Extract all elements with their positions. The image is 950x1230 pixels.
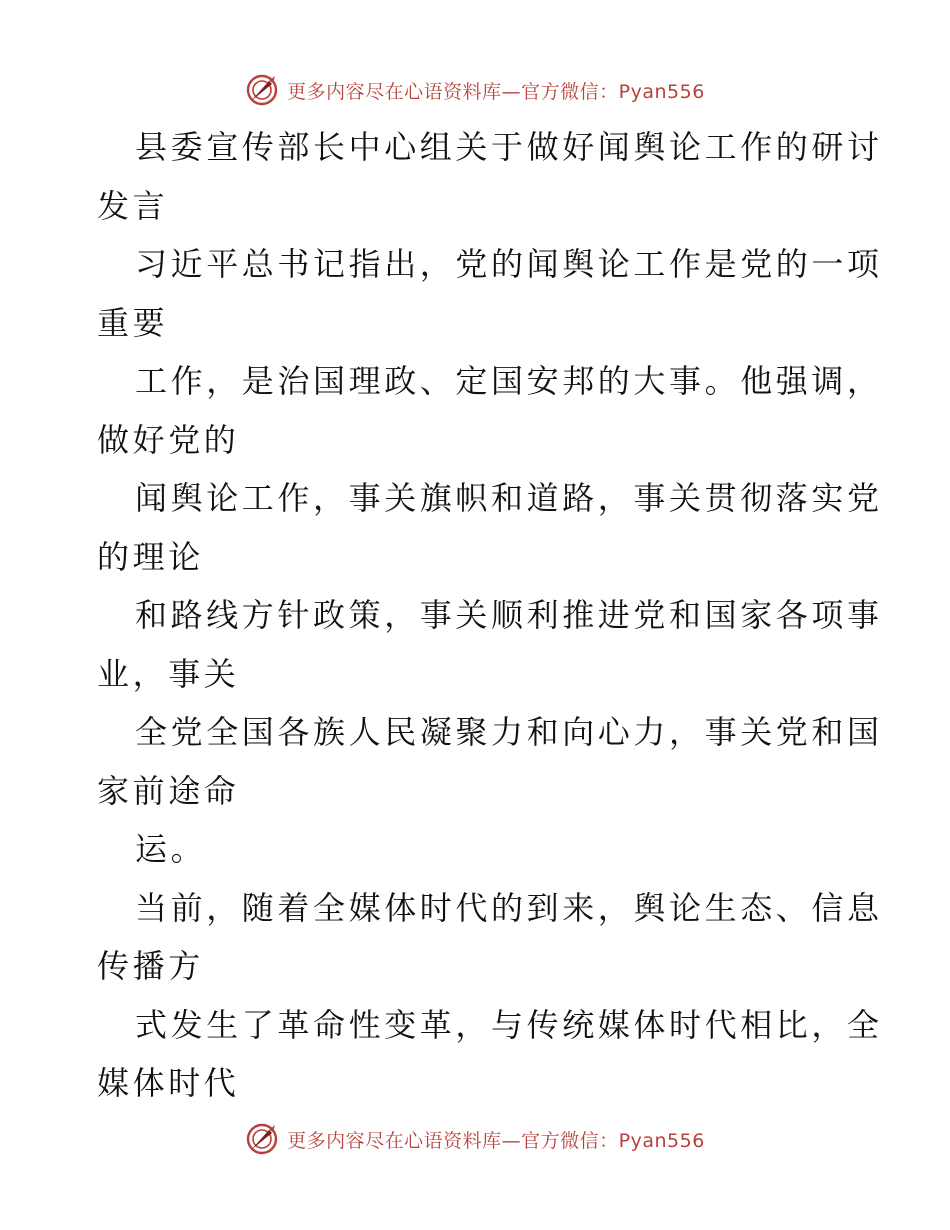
text-line: 传播方	[97, 947, 204, 985]
text-line: 家前途命	[97, 771, 240, 810]
text-line: 业，事关	[97, 654, 240, 693]
quill-logo-icon	[245, 1122, 279, 1156]
text-line: 媒体时代	[97, 1064, 240, 1102]
banner-text: 更多内容尽在心语资料库—官方微信：Pyan556	[287, 80, 705, 103]
document-body	[97, 118, 883, 1113]
text-line: 县委宣传部长中心组关于做好闻舆论工作的研讨	[135, 128, 883, 166]
text-line: 工作，是治国理政、定国安邦的大事。他强调，	[135, 362, 883, 400]
text-line: 式发生了革命性变革，与传统媒体时代相比，全	[135, 1005, 883, 1044]
text-line: 全党全国各族人民凝聚力和向心力，事关党和国	[135, 713, 883, 751]
text-line: 重要	[97, 303, 169, 342]
text-line: 和路线方针政策，事关顺利推进党和国家各项事	[135, 596, 883, 634]
text-line: 的理论	[97, 537, 204, 576]
text-line: 闻舆论工作，事关旗帜和道路，事关贯彻落实党	[135, 479, 883, 517]
quill-logo-icon	[245, 73, 279, 107]
text-line: 发言	[97, 186, 169, 225]
text-line: 运。	[135, 830, 207, 868]
text-line: 当前，随着全媒体时代的到来，舆论生态、信息	[135, 888, 883, 927]
footer-banner	[0, 1117, 950, 1161]
text-line: 做好党的	[97, 420, 240, 459]
banner-text: 更多内容尽在心语资料库—官方微信：Pyan556	[287, 1129, 705, 1152]
header-banner	[0, 68, 950, 112]
text-line: 习近平总书记指出，党的闻舆论工作是党的一项	[135, 245, 883, 283]
